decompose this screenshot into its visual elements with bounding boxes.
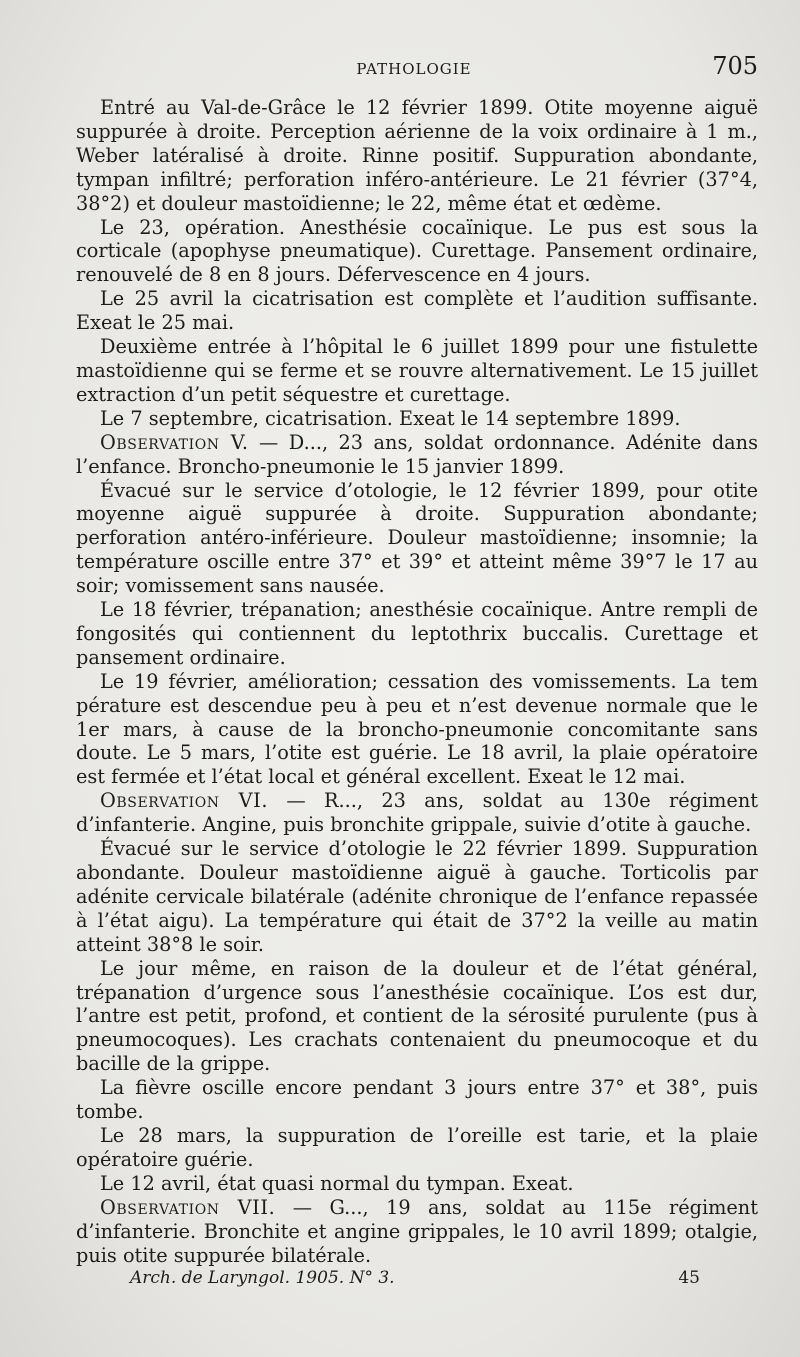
paragraph: Entré au Val-de-Grâce le 12 février 1899. Otite moyenne aiguë suppurée à droite. Perception aérienne de la voix ordinaire à 1 m., Weber latéralisé à droite. Rinne positif. Suppuration abondante, tympan infiltré; perforation inféro-antérieure. Le 21 février (37°4, 38°2) et douleur mastoïdienne; le 22, même état et œdème. [76,96,758,215]
signature-mark: 45 [678,1268,700,1288]
paragraph: Le 12 avril, état quasi normal du tympan. Exeat. [100,1171,574,1195]
observation-heading-paragraph: Observation VI. — R..., 23 ans, soldat au 130e régiment d’infanterie. Angine, puis bronchite grippale, suivie d’otite à gauche. [76,789,758,837]
observation-label: Observation VII. [100,1195,276,1219]
paragraph: Le 18 février, trépanation; anesthésie cocaïnique. Antre rempli de fongosités qui contiennent du leptothrix buccalis. Curettage et pansement ordinaire. [76,598,758,669]
paragraph: Évacué sur le service d’otologie, le 12 février 1899, pour otite moyenne aiguë suppurée à droite. Suppuration abondante; perforation antéro-inférieure. Douleur mastoïdienne; insomnie; la température oscille entre 37° et 39° et atteint même 39°7 le 17 au soir; vomissement sans nausée. [76,478,758,598]
paragraph: Le 7 septembre, cicatrisation. Exeat le 14 septembre 1899. [100,406,681,430]
journal-reference: Arch. de Laryngol. 1905. N° 3. [130,1268,395,1288]
body-text [76,96,758,1267]
paragraph: Le jour même, en raison de la douleur et de l’état général, trépanation d’urgence sous l’anesthésie cocaïnique. L’os est dur, l’antre est petit, profond, et contient de la sérosité purulente (pus à pneumocoques). Les crachats contenaient du pneumocoque et du bacille de la grippe. [76,956,758,1076]
page-number: 705 [712,52,758,80]
paragraph: Le 19 février, amélioration; cessation des vomissements. La tem pérature est descendue peu à peu et n’est devenue normale que le 1er mars, à cause de la broncho-pneumonie concomitante sans doute. Le 5 mars, l’otite est guérie. Le 18 avril, la plaie opératoire est fermée et l’état local et général excellent. Exeat le 12 mai. [76,669,758,789]
running-head: PATHOLOGIE [356,60,472,78]
observation-heading-paragraph: Observation V. — D..., 23 ans, soldat ordonnance. Adénite dans l’enfance. Broncho-pneumonie le 15 janvier 1899. [76,430,758,478]
observation-heading-paragraph: Observation VII. — G..., 19 ans, soldat au 115e régiment d’infanterie. Bronchite et angine grippales, le 10 avril 1899; otalgie, puis otite suppurée bilatérale. [76,1195,758,1267]
paragraph: Évacué sur le service d’otologie le 22 février 1899. Suppuration abondante. Douleur mastoïdienne aiguë à gauche. Torticolis par adénite cervicale bilatérale (adénite chronique de l’enfance repassée à l’état aigu). La température qui était de 37°2 la veille au matin atteint 38°8 le soir. [76,837,758,956]
observation-label: Observation V. [100,430,249,454]
paragraph: Le 25 avril la cicatrisation est complète et l’audition suffisante. Exeat le 25 mai. [76,287,758,335]
paragraph: Le 28 mars, la suppuration de l’oreille est tarie, et la plaie opératoire guérie. [76,1123,758,1171]
page-header [70,52,758,86]
observation-label: Observation VI. [100,789,269,813]
paragraph: Deuxième entrée à l’hôpital le 6 juillet 1899 pour une fistulette mastoïdienne qui se ferme et se rouvre alternativement. Le 15 juillet extraction d’un petit séquestre et curettage. [76,335,758,406]
page-footer [130,1268,700,1292]
paragraph: Le 23, opération. Anesthésie cocaïnique. Le pus est sous la corticale (apophyse pneumatique). Curettage. Pansement ordinaire, renouvelé de 8 en 8 jours. Défervescence en 4 jours. [76,215,758,287]
paragraph: La fièvre oscille encore pendant 3 jours entre 37° et 38°, puis tombe. [76,1076,758,1124]
